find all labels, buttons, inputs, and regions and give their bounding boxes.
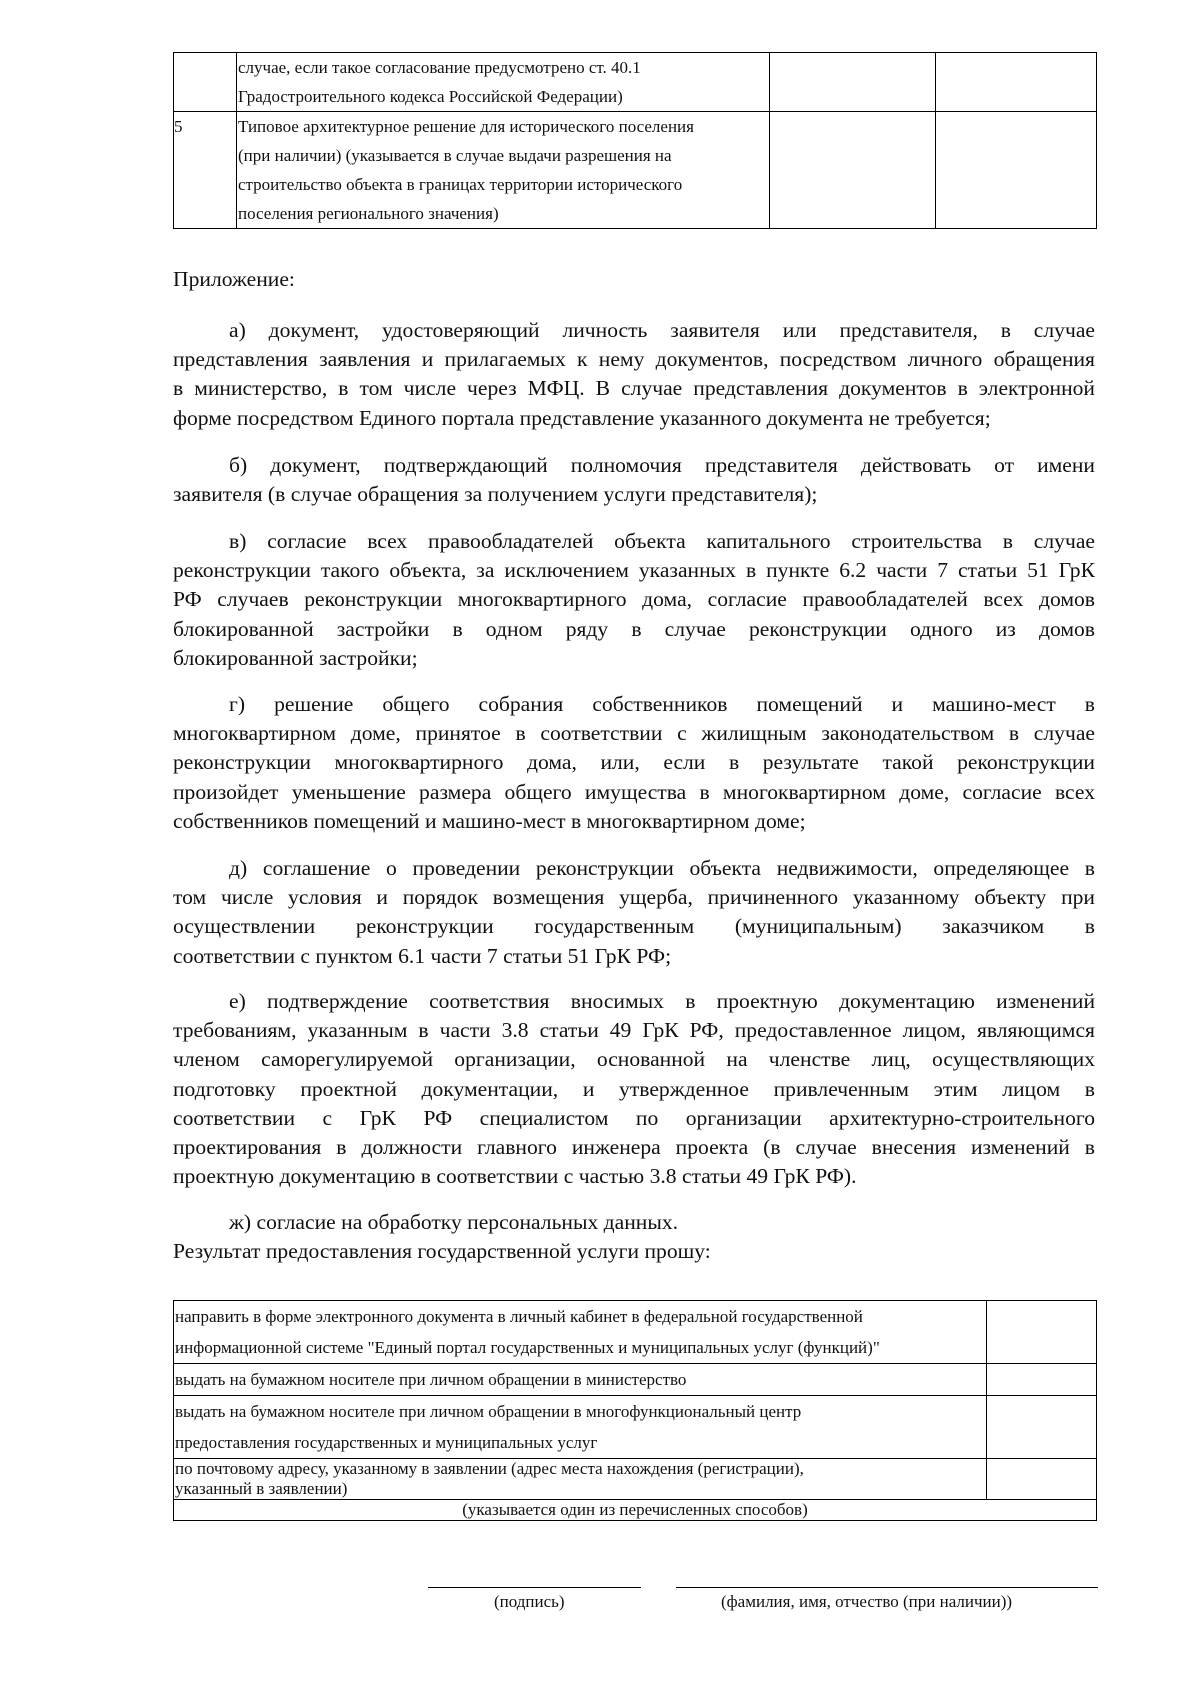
- text-line: в министерство, в том числе через МФЦ. В случае представления документов в электронной: [173, 376, 1095, 401]
- empty-cell: [936, 53, 1097, 112]
- delivery-option-checkbox[interactable]: [986, 1364, 1096, 1396]
- table-row: [174, 1459, 1097, 1500]
- result-request-label: Результат предоставления государственной услуги прошу:: [173, 1239, 711, 1263]
- text-line: заявителя (в случае обращения за получением услуги представителя);: [173, 482, 818, 507]
- table-row: [174, 1500, 1097, 1521]
- cell-text-line: строительство объекта в границах территории исторического: [238, 175, 683, 194]
- cell-text-line: Типовое архитектурное решение для исторического поселения: [238, 117, 694, 136]
- row-number-cell: [174, 112, 237, 229]
- signature-caption: (подпись): [494, 1592, 565, 1611]
- empty-cell: [936, 112, 1097, 229]
- appendix-item-e: [173, 987, 1095, 1191]
- delivery-option-label: [174, 1396, 987, 1459]
- text-line: собственников помещений и машино-мест в многоквартирном доме;: [173, 808, 806, 833]
- text-line: блокированной застройки;: [173, 645, 418, 670]
- table-row: [174, 1396, 1097, 1459]
- cell-text-line: выдать на бумажном носителе при личном обращении в многофункциональный центр: [175, 1402, 802, 1421]
- cell-text-line: Градостроительного кодекса Российской Федерации): [238, 87, 623, 106]
- text-line: реконструкции такого объекта, за исключением указанных в пункте 6.2 части 7 статьи 51 ГрК: [173, 558, 1095, 583]
- text-line: реконструкции многоквартирного дома, или, если в результате такой реконструкции: [173, 750, 1095, 775]
- delivery-option-label: [174, 1459, 987, 1500]
- text-line: соответствии с пунктом 6.1 части 7 статьи 51 ГрК РФ;: [173, 943, 672, 968]
- delivery-note: (указывается один из перечисленных способов): [174, 1500, 1097, 1521]
- appendix-item-a: [173, 316, 1095, 433]
- cell-text-line: выдать на бумажном носителе при личном обращении в министерство: [175, 1370, 687, 1389]
- result-delivery-table: [173, 1300, 1097, 1521]
- row-number-cell: [174, 53, 237, 112]
- empty-cell: [770, 53, 936, 112]
- table-row: [174, 1364, 1097, 1396]
- appendix-item-g: [173, 690, 1095, 836]
- table-row: [174, 53, 1097, 112]
- text-line: осуществлении реконструкции государственным (муниципальным) заказчиком в: [173, 914, 1095, 939]
- requirements-table: [173, 52, 1097, 229]
- text-line: многоквартирном доме, принятое в соответствии с жилищным законодательством в случае: [173, 721, 1095, 746]
- row-text-cell: [237, 53, 770, 112]
- appendix-item-v: [173, 527, 1095, 673]
- cell-text-line: по почтовому адресу, указанному в заявлении (адрес места нахождения (регистрации),: [175, 1459, 804, 1478]
- signature-line[interactable]: [428, 1587, 641, 1588]
- text-line: проектную документацию в соответствии с частью 3.8 статьи 49 ГрК РФ).: [173, 1164, 857, 1189]
- cell-text-line: случае, если такое согласование предусмотрено ст. 40.1: [238, 58, 641, 77]
- cell-text-line: поселения регионального значения): [238, 204, 499, 223]
- cell-text-line: направить в форме электронного документа в личный кабинет в федеральной государственной: [175, 1307, 863, 1326]
- cell-text-line: предоставления государственных и муниципальных услуг: [175, 1433, 598, 1452]
- delivery-option-checkbox[interactable]: [986, 1396, 1096, 1459]
- text-line: произойдет уменьшение размера общего имущества в многоквартирном доме, согласие всех: [173, 779, 1095, 804]
- name-caption: (фамилия, имя, отчество (при наличии)): [721, 1592, 1013, 1611]
- row-text-cell: [237, 112, 770, 229]
- text-line: подготовку проектной документации, и утвержденное привлеченным этим лицом в: [173, 1076, 1095, 1101]
- appendix-item-b: [173, 451, 1095, 509]
- cell-text-line: информационной системе "Единый портал государственных и муниципальных услуг (функций)": [175, 1338, 880, 1357]
- name-line[interactable]: [676, 1587, 1098, 1588]
- appendix-title: Приложение:: [173, 267, 295, 291]
- delivery-option-checkbox[interactable]: [986, 1459, 1096, 1500]
- text-line: г) решение общего собрания собственников помещений и машино-мест в: [229, 692, 1095, 716]
- text-line: РФ случаев реконструкции многоквартирного дома, согласие правообладателей всех домов: [173, 587, 1095, 612]
- text-line: соответствии с ГрК РФ специалистом по организации архитектурно-строительного: [173, 1105, 1095, 1130]
- text-line: е) подтверждение соответствия вносимых в проектную документацию изменений: [229, 989, 1095, 1013]
- delivery-option-label: [174, 1364, 987, 1396]
- text-line: блокированной застройки в одном ряду в случае реконструкции одного из домов: [173, 616, 1095, 641]
- appendix-item-zh: ж) согласие на обработку персональных данных.: [229, 1210, 679, 1234]
- text-line: а) документ, удостоверяющий личность заявителя или представителя, в случае: [229, 318, 1095, 342]
- empty-cell: [770, 112, 936, 229]
- text-line: проектирования в должности главного инженера проекта (в случае внесения изменений в: [173, 1135, 1095, 1160]
- text-line: представления заявления и прилагаемых к нему документов, посредством личного обращения: [173, 347, 1095, 372]
- text-line: д) соглашение о проведении реконструкции объекта недвижимости, определяющее в: [229, 856, 1095, 880]
- cell-text-line: (при наличии) (указывается в случае выдачи разрешения на: [238, 146, 672, 165]
- table-row: [174, 1301, 1097, 1364]
- text-line: в) согласие всех правообладателей объекта капитального строительства в случае: [229, 529, 1095, 553]
- row-number: 5: [174, 117, 183, 136]
- text-line: форме посредством Единого портала представление указанного документа не требуется;: [173, 405, 991, 430]
- text-line: том числе условия и порядок возмещения ущерба, причиненного указанному объекту при: [173, 885, 1095, 910]
- table-row: [174, 112, 1097, 229]
- text-line: требованиям, указанным в части 3.8 статьи 49 ГрК РФ, предоставленное лицом, являющимся: [173, 1018, 1095, 1043]
- cell-text-line: указанный в заявлении): [175, 1479, 348, 1498]
- delivery-option-label: [174, 1301, 987, 1364]
- text-line: б) документ, подтверждающий полномочия представителя действовать от имени: [229, 453, 1095, 477]
- delivery-option-checkbox[interactable]: [986, 1301, 1096, 1364]
- text-line: членом саморегулируемой организации, основанной на членстве лиц, осуществляющих: [173, 1047, 1095, 1072]
- appendix-item-d: [173, 854, 1095, 971]
